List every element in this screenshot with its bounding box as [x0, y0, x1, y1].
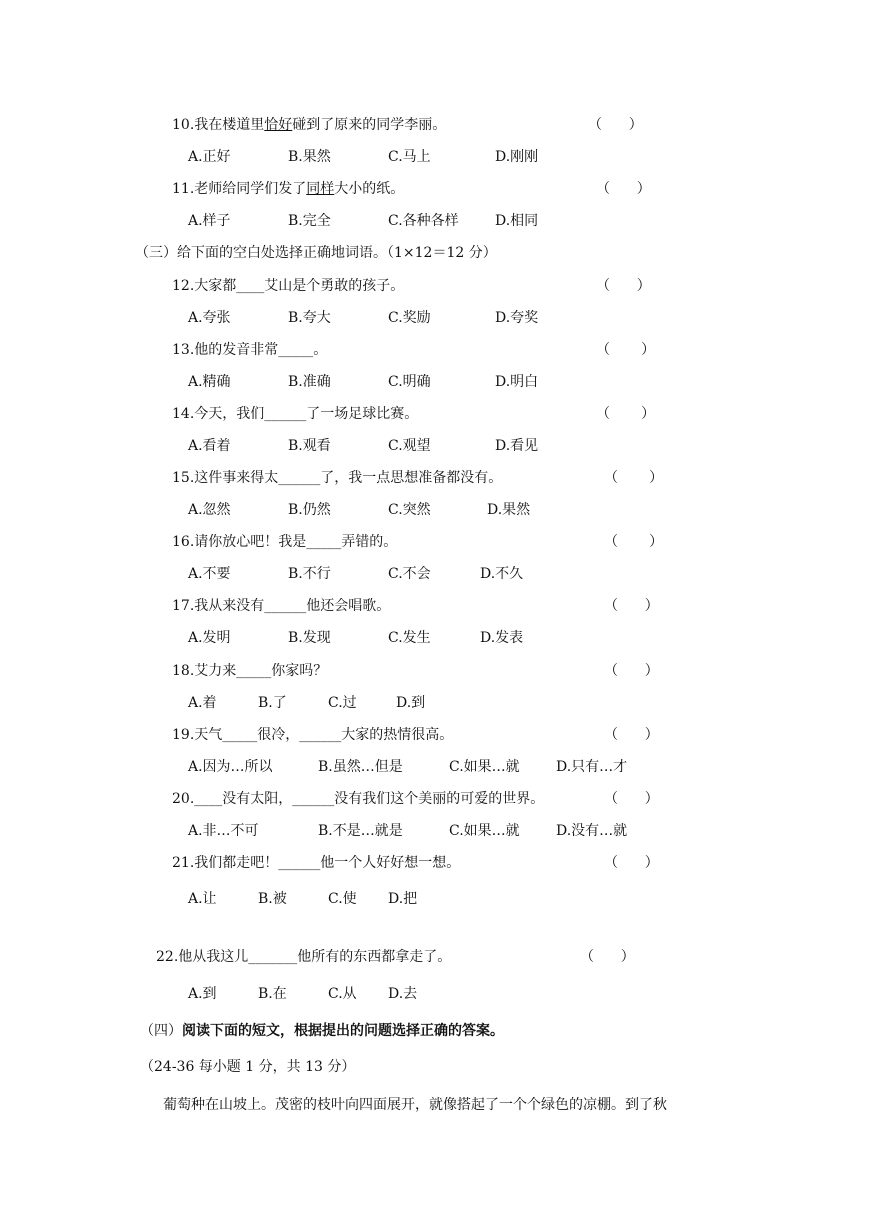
question-text-prefix: 10.我在楼道里 [172, 117, 265, 133]
answer-blank[interactable]: （ ） [588, 117, 643, 133]
question-13: 13.他的发音非常_____。 [172, 342, 328, 358]
option-b: B.了 [258, 695, 287, 711]
answer-blank[interactable]: （ ） [604, 663, 659, 679]
option-a: A.发明 [188, 630, 231, 646]
answer-blank[interactable]: （ ） [604, 598, 659, 614]
option-c: C.使 [328, 891, 357, 907]
section-4-prefix: （四） [140, 1023, 182, 1039]
option-d: D.到 [396, 695, 426, 711]
option-a: A.样子 [188, 213, 231, 229]
answer-blank[interactable]: （ ） [596, 406, 656, 422]
option-c: C.观望 [388, 438, 431, 454]
underlined-word: 恰好 [264, 117, 293, 133]
question-18: 18.艾力来_____你家吗？ [172, 663, 328, 679]
answer-blank[interactable]: （ ） [604, 470, 664, 486]
option-d: D.明白 [495, 374, 539, 390]
option-b: B.不是…就是 [318, 823, 403, 839]
option-b: B.发现 [288, 630, 331, 646]
option-a: A.忽然 [188, 502, 231, 518]
option-a: A.到 [188, 986, 217, 1002]
option-a: A.让 [188, 891, 217, 907]
option-d: D.刚刚 [495, 149, 539, 165]
option-d: D.把 [388, 891, 418, 907]
answer-blank[interactable]: （ ） [604, 727, 659, 743]
answer-blank[interactable]: （ ） [596, 278, 651, 294]
option-c: C.奖励 [388, 310, 431, 326]
answer-blank[interactable]: （ ） [596, 181, 651, 197]
option-d: D.果然 [487, 502, 531, 518]
option-a: A.不要 [188, 566, 231, 582]
option-b: B.夸大 [288, 310, 331, 326]
option-b: B.果然 [288, 149, 331, 165]
option-b: B.观看 [288, 438, 331, 454]
option-d: D.没有…就 [556, 823, 628, 839]
answer-blank[interactable]: （ ） [604, 534, 664, 550]
option-a: A.非…不可 [188, 823, 259, 839]
option-a: A.看着 [188, 438, 231, 454]
option-a: A.夸张 [188, 310, 231, 326]
option-c: C.发生 [388, 630, 431, 646]
option-b: B.被 [258, 891, 287, 907]
question-19: 19.天气_____很冷，______大家的热情很高。 [172, 727, 454, 743]
option-c: C.马上 [388, 149, 431, 165]
section-4-score: （24-36 每小题 1 分，共 13 分） [140, 1059, 356, 1075]
section-4-heading [140, 1021, 504, 1041]
underlined-word: 同样 [306, 181, 335, 197]
option-c: C.明确 [388, 374, 431, 390]
option-d: D.夸奖 [495, 310, 539, 326]
option-b: B.不行 [288, 566, 331, 582]
option-a: A.因为…所以 [188, 759, 273, 775]
question-12: 12.大家都____艾山是个勇敢的孩子。 [172, 278, 405, 294]
option-c: C.不会 [388, 566, 431, 582]
question-16: 16.请你放心吧！我是_____弄错的。 [172, 534, 398, 550]
option-a: A.着 [188, 695, 217, 711]
option-a: A.精确 [188, 374, 231, 390]
question-21: 21.我们都走吧！______他一个人好好想一想。 [172, 855, 461, 871]
reading-passage: 葡萄种在山坡上。茂密的枝叶向四面展开，就像搭起了一个个绿色的凉棚。到了秋 [163, 1097, 667, 1113]
option-c: C.突然 [388, 502, 431, 518]
option-d: D.去 [388, 986, 418, 1002]
option-d: D.只有…才 [556, 759, 628, 775]
option-d: D.相同 [495, 213, 539, 229]
option-d: D.发表 [480, 630, 524, 646]
option-d: D.不久 [480, 566, 524, 582]
question-17: 17.我从来没有______他还会唱歌。 [172, 598, 391, 614]
question-15: 15.这件事来得太______了，我一点思想准备都没有。 [172, 470, 503, 486]
question-20: 20.____没有太阳，______没有我们这个美丽的可爱的世界。 [172, 791, 545, 807]
question-text-prefix: 11.老师给同学们发了 [172, 181, 307, 197]
option-c: C.各种各样 [388, 213, 459, 229]
answer-blank[interactable]: （ ） [604, 791, 659, 807]
question-11 [172, 179, 404, 199]
option-c: C.如果…就 [449, 759, 520, 775]
section-4-instruction: 阅读下面的短文，根据提出的问题选择正确的答案。 [182, 1023, 504, 1039]
answer-blank[interactable]: （ ） [580, 949, 635, 965]
option-b: B.准确 [288, 374, 331, 390]
option-c: C.从 [328, 986, 357, 1002]
option-d: D.看见 [495, 438, 539, 454]
question-22: 22.他从我这儿_______他所有的东西都拿走了。 [156, 949, 452, 965]
option-a: A.正好 [188, 149, 231, 165]
option-b: B.仍然 [288, 502, 331, 518]
option-b: B.在 [258, 986, 287, 1002]
question-text-suffix: 大小的纸。 [334, 181, 405, 197]
question-text-suffix: 碰到了原来的同学李丽。 [292, 117, 447, 133]
section-3-heading: （三）给下面的空白处选择正确地词语。（1×12＝12 分） [135, 245, 497, 261]
question-14: 14.今天，我们______了一场足球比赛。 [172, 406, 419, 422]
option-b: B.虽然…但是 [318, 759, 403, 775]
answer-blank[interactable]: （ ） [604, 855, 659, 871]
option-c: C.过 [328, 695, 357, 711]
option-c: C.如果…就 [449, 823, 520, 839]
answer-blank[interactable]: （ ） [596, 342, 656, 358]
question-10 [172, 115, 446, 135]
option-b: B.完全 [288, 213, 331, 229]
